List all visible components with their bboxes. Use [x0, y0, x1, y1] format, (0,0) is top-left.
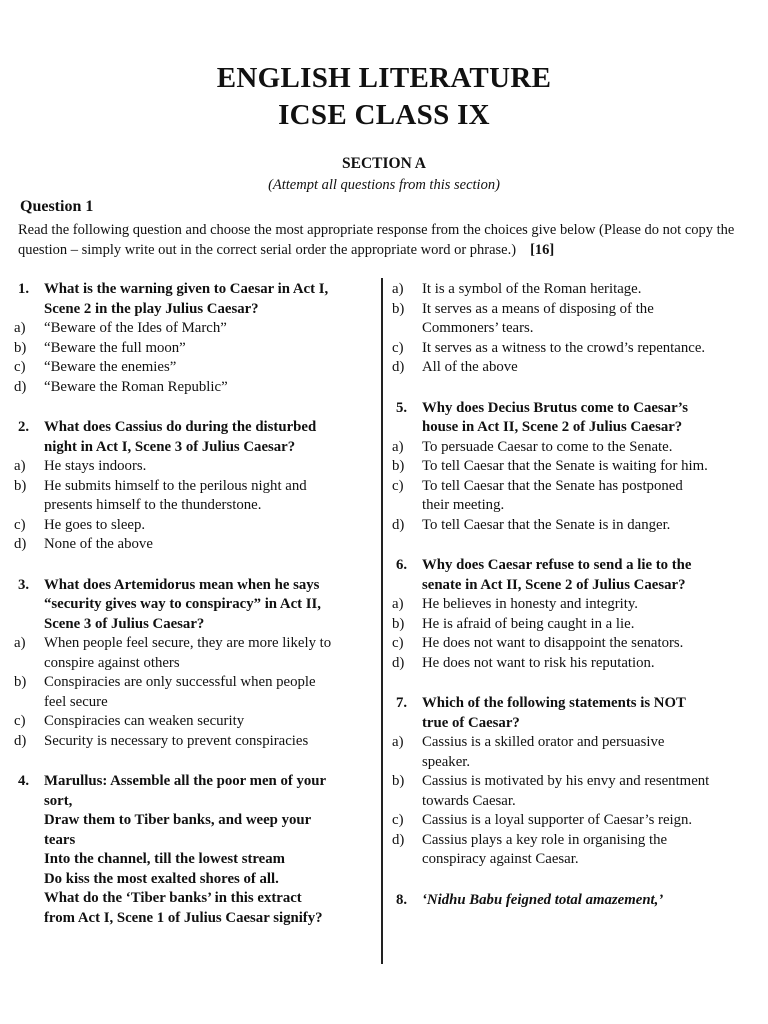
option-label: c) [392, 477, 404, 494]
question-line [14, 615, 374, 635]
option-line [392, 457, 762, 477]
option-label: d) [14, 536, 27, 552]
option-text: To tell Caesar that the Senate has postponed [422, 477, 683, 494]
option-text: When people feel secure, they are more likely to [44, 635, 332, 651]
option-label: b) [14, 339, 27, 356]
question-spacer [392, 673, 762, 694]
question-number [14, 811, 44, 831]
question-block [14, 280, 374, 397]
option-text: feel secure [44, 693, 108, 710]
question-number [14, 831, 44, 851]
question-line [392, 556, 762, 576]
question-line [392, 694, 762, 714]
option-line [14, 654, 374, 674]
question-line [392, 714, 762, 734]
option-line [14, 457, 374, 477]
option-line [392, 496, 762, 516]
question-text: Which of the following statements is NOT [422, 695, 686, 711]
question-number [392, 714, 422, 734]
question-number [14, 595, 44, 615]
question-block [392, 535, 762, 673]
option-text: conspiracy against Caesar. [422, 851, 579, 867]
question-block [392, 280, 762, 378]
question-block [14, 397, 374, 555]
question-number [14, 850, 44, 870]
option-line [392, 319, 762, 339]
question-text: Scene 2 in the play Julius Caesar? [44, 300, 259, 317]
option-text: He submits himself to the perilous night and [44, 477, 307, 494]
option-label: b) [392, 300, 405, 317]
option-label: c) [392, 635, 404, 651]
option-line [392, 595, 762, 615]
option-line [392, 850, 762, 870]
option-text: He is afraid of being caught in a lie. [422, 615, 635, 632]
question-number: 1. [18, 281, 30, 297]
option-label: c) [392, 812, 404, 828]
question-line [392, 891, 762, 911]
option-label [392, 850, 422, 870]
question-line [392, 576, 762, 596]
question-block [392, 673, 762, 870]
question-line [392, 399, 762, 419]
option-label: d) [14, 378, 27, 395]
option-line [392, 339, 762, 359]
option-line [392, 733, 762, 753]
option-label: b) [392, 458, 405, 474]
option-text: presents himself to the thunderstone. [44, 497, 262, 513]
section-heading: SECTION A [342, 155, 426, 172]
option-text: Commoners’ tears. [422, 320, 534, 336]
option-label: a) [14, 320, 26, 336]
question-instructions [18, 220, 748, 260]
option-text: It serves as a means of disposing of the [422, 300, 654, 317]
option-text: All of the above [422, 359, 518, 375]
option-text: Cassius plays a key role in organising the [422, 831, 668, 848]
option-line [392, 477, 762, 497]
option-label: b) [14, 477, 27, 494]
option-line [14, 496, 374, 516]
question-text: tears [44, 831, 76, 848]
question-number: 2. [18, 419, 30, 435]
option-line [14, 673, 374, 693]
marks-label: [16] [530, 242, 555, 258]
question-text: Marullus: Assemble all the poor men of your [44, 773, 327, 789]
option-text: “Beware the full moon” [44, 339, 186, 356]
option-line [14, 634, 374, 654]
option-label: d) [392, 516, 405, 533]
option-line [14, 319, 374, 339]
question-text: ‘Nidhu Babu feigned total amazement,’ [422, 891, 664, 908]
option-line [392, 634, 762, 654]
question-text: Do kiss the most exalted shores of all. [44, 870, 279, 887]
option-line [392, 438, 762, 458]
question-number [14, 909, 44, 929]
option-label: a) [14, 458, 26, 474]
option-text: He stays indoors. [44, 458, 147, 474]
option-line [392, 772, 762, 792]
option-text: Conspiracies can weaken security [44, 713, 245, 729]
option-line [14, 516, 374, 536]
question-number: 6. [396, 557, 408, 573]
question-line [14, 850, 374, 870]
option-text: towards Caesar. [422, 792, 516, 809]
option-text: To persuade Caesar to come to the Senate. [422, 438, 673, 455]
question-text: from Act I, Scene 1 of Julius Caesar signify? [44, 909, 323, 926]
question-block [14, 751, 374, 928]
question-line [14, 300, 374, 320]
option-label [392, 753, 422, 773]
question-number [14, 889, 44, 909]
option-label: c) [392, 339, 404, 356]
question-line [14, 889, 374, 909]
option-label [14, 654, 44, 674]
option-line [14, 378, 374, 398]
question-number [392, 576, 422, 596]
question-text: night in Act I, Scene 3 of Julius Caesar? [44, 438, 296, 455]
question-text: “security gives way to conspiracy” in Act II, [44, 596, 322, 612]
option-label: c) [14, 713, 26, 729]
question-block [14, 555, 374, 752]
question-text: Draw them to Tiber banks, and weep your [44, 812, 312, 828]
option-text: None of the above [44, 536, 153, 552]
option-text: speaker. [422, 753, 471, 770]
option-line [14, 339, 374, 359]
option-line [392, 300, 762, 320]
option-line [392, 516, 762, 536]
option-line [14, 358, 374, 378]
option-label: b) [14, 674, 27, 690]
option-label: c) [14, 359, 26, 375]
question-text: Why does Decius Brutus come to Caesar’s [422, 399, 689, 416]
option-text: Security is necessary to prevent conspiracies [44, 732, 309, 749]
option-label: b) [392, 615, 405, 632]
option-label: a) [392, 438, 404, 455]
question-spacer [392, 535, 762, 556]
option-line [392, 654, 762, 674]
question-line [14, 438, 374, 458]
option-label: a) [392, 596, 404, 612]
question-instructions-text: Read the following question and choose the most appropriate response from the choices give below (Please do not copy the question – simply write out in the correct serial order the appropriate word or phrase.) [18, 222, 735, 258]
option-label [392, 319, 422, 339]
question-spacer [392, 378, 762, 399]
option-text: “Beware the enemies” [44, 359, 177, 375]
option-text: their meeting. [422, 497, 505, 513]
question-line [14, 576, 374, 596]
question-text: What is the warning given to Caesar in Act I, [44, 281, 329, 297]
question-spacer [14, 751, 374, 772]
question-heading: Question 1 [20, 198, 94, 215]
option-label: d) [392, 654, 405, 671]
option-text: “Beware of the Ides of March” [44, 320, 227, 336]
option-text: He does not want to risk his reputation. [422, 654, 655, 671]
question-spacer [14, 397, 374, 418]
question-text: What do the ‘Tiber banks’ in this extract [44, 890, 302, 906]
option-text: Cassius is motivated by his envy and resentment [422, 773, 710, 789]
section-instruction: (Attempt all questions from this section) [268, 177, 500, 193]
option-label: d) [14, 732, 27, 749]
option-text: He goes to sleep. [44, 516, 146, 533]
question-text: sort, [44, 792, 73, 809]
question-text: Scene 3 of Julius Caesar? [44, 615, 205, 632]
option-label [14, 496, 44, 516]
left-column [14, 280, 374, 928]
option-label: b) [392, 773, 405, 789]
question-line [14, 792, 374, 812]
option-text: He does not want to disappoint the senators. [422, 635, 684, 651]
option-line [392, 358, 762, 378]
option-line [392, 753, 762, 773]
question-text: house in Act II, Scene 2 of Julius Caesar? [422, 419, 683, 435]
option-text: To tell Caesar that the Senate is waiting for him. [422, 458, 708, 474]
option-text: “Beware the Roman Republic” [44, 378, 228, 395]
question-line [392, 418, 762, 438]
question-block [392, 378, 762, 536]
question-block [392, 870, 762, 911]
question-spacer [14, 555, 374, 576]
column-divider [381, 278, 383, 964]
question-number: 3. [18, 576, 30, 593]
option-label: a) [14, 635, 26, 651]
question-spacer [392, 870, 762, 891]
option-text: It serves as a witness to the crowd’s repentance. [422, 339, 706, 356]
option-text: Cassius is a skilled orator and persuasive [422, 734, 665, 750]
option-text: conspire against others [44, 654, 180, 671]
option-label: d) [392, 831, 405, 848]
question-line [14, 909, 374, 929]
question-text: true of Caesar? [422, 714, 520, 731]
option-line [14, 535, 374, 555]
question-number: 5. [396, 399, 408, 416]
question-line [14, 811, 374, 831]
option-label [14, 693, 44, 713]
question-text: What does Cassius do during the disturbed [44, 419, 317, 435]
question-number [14, 870, 44, 890]
option-text: Cassius is a loyal supporter of Caesar’s reign. [422, 812, 693, 828]
question-number: 4. [18, 773, 30, 789]
option-line [392, 792, 762, 812]
option-line [392, 831, 762, 851]
page-subtitle: ICSE CLASS IX [278, 99, 490, 131]
question-number [14, 615, 44, 635]
option-line [14, 693, 374, 713]
option-line [392, 615, 762, 635]
question-number: 7. [396, 695, 408, 711]
question-line [14, 595, 374, 615]
question-line [14, 418, 374, 438]
option-text: It is a symbol of the Roman heritage. [422, 281, 642, 297]
question-line [14, 772, 374, 792]
option-line [14, 712, 374, 732]
question-text: Into the channel, till the lowest stream [44, 851, 285, 867]
option-label: a) [392, 734, 404, 750]
question-number [14, 300, 44, 320]
right-column [392, 280, 762, 910]
question-text: senate in Act II, Scene 2 of Julius Caesar? [422, 576, 686, 593]
option-label [392, 496, 422, 516]
question-text: Why does Caesar refuse to send a lie to the [422, 557, 692, 573]
option-line [392, 280, 762, 300]
question-number [392, 418, 422, 438]
option-label: c) [14, 516, 26, 533]
question-line [14, 870, 374, 890]
option-line [14, 477, 374, 497]
option-line [392, 811, 762, 831]
option-text: He believes in honesty and integrity. [422, 596, 639, 612]
question-number [14, 438, 44, 458]
option-label: d) [392, 359, 405, 375]
option-text: To tell Caesar that the Senate is in danger. [422, 516, 671, 533]
page-title: ENGLISH LITERATURE [216, 62, 552, 94]
question-line [14, 280, 374, 300]
question-text: What does Artemidorus mean when he says [44, 576, 320, 593]
question-number [14, 792, 44, 812]
question-number: 8. [396, 891, 408, 908]
option-label: a) [392, 281, 404, 297]
option-text: Conspiracies are only successful when people [44, 674, 316, 690]
option-label [392, 792, 422, 812]
option-line [14, 732, 374, 752]
question-line [14, 831, 374, 851]
